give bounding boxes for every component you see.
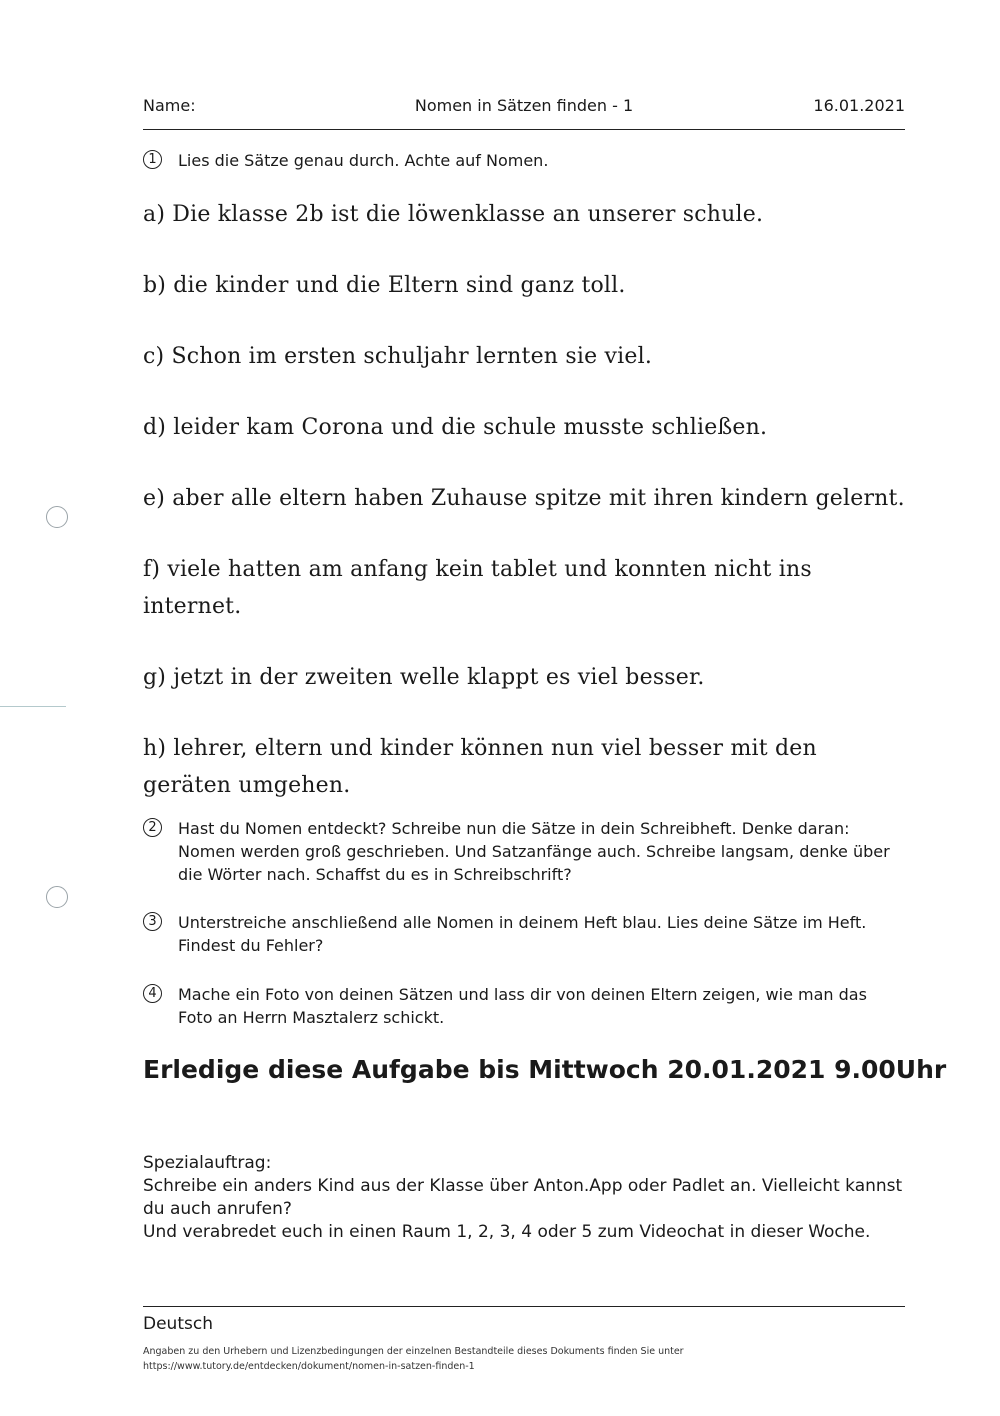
task-number-badge: 1 xyxy=(143,150,162,169)
special-heading: Spezialauftrag: xyxy=(143,1153,272,1173)
worksheet-title: Nomen in Sätzen finden - 1 xyxy=(414,96,634,115)
sentence-list xyxy=(143,196,913,838)
task-number-badge: 2 xyxy=(143,818,162,837)
task-text: Mache ein Foto von deinen Sätzen und lass dir von deinen Eltern zeigen, wie man das Foto an Herrn Masztalerz schickt. xyxy=(178,985,867,1027)
footer-subject: Deutsch xyxy=(143,1314,213,1334)
header-divider xyxy=(143,129,905,130)
task-text: Lies die Sätze genau durch. Achte auf Nomen. xyxy=(178,151,549,170)
task-number-badge: 4 xyxy=(143,984,162,1003)
worksheet-date: 16.01.2021 xyxy=(813,96,905,115)
special-text: Und verabredet euch in einen Raum 1, 2, 3, 4 oder 5 zum Videochat in dieser Woche. xyxy=(143,1222,871,1242)
sentence-item: f) viele hatten am anfang kein tablet und konnten nicht ins internet. xyxy=(143,557,812,619)
document-url: https://www.tutory.de/entdecken/dokument/nomen-in-satzen-finden-1 xyxy=(143,1361,475,1372)
task-1 xyxy=(143,149,905,172)
sentence-item: g) jetzt in der zweiten welle klappt es viel besser. xyxy=(143,665,705,690)
punch-hole-mark-top xyxy=(46,506,68,528)
task-3 xyxy=(143,911,905,957)
task-number-badge: 3 xyxy=(143,912,162,931)
punch-hole-mark-bottom xyxy=(46,886,68,908)
footer-note xyxy=(143,1344,684,1374)
sentence-item: d) leider kam Corona und die schule musste schließen. xyxy=(143,415,768,440)
sentence-item: e) aber alle eltern haben Zuhause spitze mit ihren kindern gelernt. xyxy=(143,486,905,511)
sentence-item: c) Schon im ersten schuljahr lernten sie viel. xyxy=(143,344,653,369)
deadline-heading: Erledige diese Aufgabe bis Mittwoch 20.01.2021 9.00Uhr xyxy=(143,1055,947,1084)
sentence-item: a) Die klasse 2b ist die löwenklasse an unserer schule. xyxy=(143,202,764,227)
task-4 xyxy=(143,983,905,1029)
license-note: Angaben zu den Urhebern und Lizenzbedingungen der einzelnen Bestandteile dieses Dokuments finden Sie unter xyxy=(143,1346,684,1357)
task-2 xyxy=(143,817,905,886)
name-label: Name: xyxy=(143,96,196,115)
footer-divider xyxy=(143,1306,905,1307)
page-header xyxy=(143,96,905,126)
special-assignment xyxy=(143,1152,913,1244)
special-text: Schreibe ein anders Kind aus der Klasse über Anton.App oder Padlet an. Vielleicht kannst du auch anrufen? xyxy=(143,1176,903,1219)
sentence-item: h) lehrer, eltern und kinder können nun viel besser mit den geräten umgehen. xyxy=(143,736,817,798)
task-text: Hast du Nomen entdeckt? Schreibe nun die Sätze in dein Schreibheft. Denke daran: Nomen werden groß geschrieben. Und Satzanfänge auch. Schreibe langsam, denke über die Wörter nach. Schaffst du es in Schreibschrift? xyxy=(178,819,890,884)
sentence-item: b) die kinder und die Eltern sind ganz toll. xyxy=(143,273,626,298)
fold-mark xyxy=(0,706,66,707)
task-text: Unterstreiche anschließend alle Nomen in deinem Heft blau. Lies deine Sätze im Heft. Findest du Fehler? xyxy=(178,913,867,955)
